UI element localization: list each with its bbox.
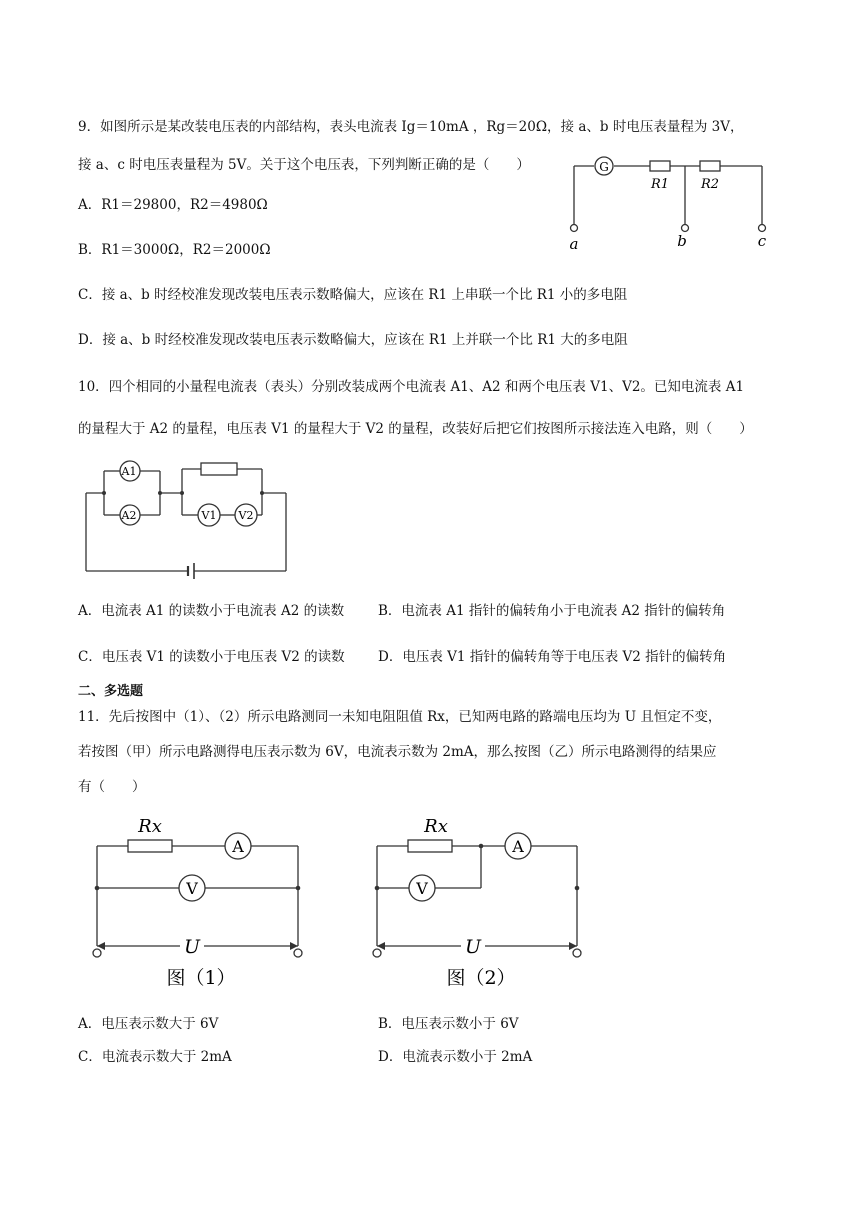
q10-option-b: B．电流表 A1 指针的偏转角小于电流表 A2 指针的偏转角 — [378, 603, 726, 619]
q9-option-c: C．接 a、b 时经校准发现改装电压表示数略偏大，应该在 R1 上串联一个比 R1 小的多电阻 — [78, 287, 628, 303]
q9-circuit-diagram — [560, 150, 780, 255]
q10-line-1: 10．四个相同的小量程电流表（表头）分别改装成两个电流表 A1、A2 和两个电压表 V1、V2。已知电流表 A1 — [78, 379, 745, 395]
q11-figure-1 — [88, 812, 313, 997]
terminal-b-label: b — [677, 232, 687, 250]
q9-line-1: 9．如图所示是某改装电压表的内部结构，表头电流表 Ig＝10mA ，Rg＝20Ω，接 a、b 时电压表量程为 3V， — [78, 119, 744, 135]
q9-option-a: A．R1＝29800，R2＝4980Ω — [78, 197, 268, 213]
rx-label: Rx — [138, 816, 162, 837]
u-label: U — [183, 936, 201, 958]
rx-resistor-symbol — [408, 840, 452, 852]
q10-option-d: D．电压表 V1 指针的偏转角等于电压表 V2 指针的偏转角 — [378, 649, 727, 665]
v1-label: V1 — [201, 509, 217, 522]
terminal-c-label: c — [757, 232, 767, 250]
q11-option-b: B．电压表示数小于 6V — [378, 1016, 519, 1032]
a1-label: A1 — [121, 465, 137, 478]
voltmeter-label: V — [186, 879, 198, 898]
ammeter-label: A — [232, 837, 244, 856]
q10-option-c: C．电压表 V1 的读数小于电压表 V2 的读数 — [78, 649, 345, 665]
r2-label: R2 — [700, 177, 720, 192]
q10-circuit-diagram — [80, 455, 310, 585]
terminal-a — [571, 225, 578, 232]
r2-resistor-symbol — [700, 161, 720, 171]
q11-figure-2 — [368, 812, 593, 997]
terminal-a-label: a — [569, 235, 579, 253]
q11-line-1: 11．先后按图中（1）、（2）所示电路测同一未知电阻阻值 Rx，已知两电路的路端电压均为 U 且恒定不变， — [78, 709, 722, 725]
q9-line-2: 接 a、c 时电压表量程为 5V。关于这个电压表，下列判断正确的是（ ） — [78, 157, 530, 173]
q10-option-a: A．电流表 A1 的读数小于电流表 A2 的读数 — [78, 603, 345, 619]
galvanometer-label: G — [599, 160, 609, 174]
ammeter-label: A — [512, 837, 524, 856]
u-label: U — [464, 936, 482, 958]
rx-resistor-symbol — [128, 840, 172, 852]
section-heading: 二、多选题 — [78, 684, 144, 699]
resistor-symbol — [201, 463, 237, 475]
q11-option-c: C．电流表示数大于 2mA — [78, 1049, 232, 1065]
q11-line-2: 若按图（甲）所示电路测得电压表示数为 6V，电流表示数为 2mA，那么按图（乙）所示电路测得的结果应 — [78, 744, 717, 760]
q9-option-b: B．R1＝3000Ω，R2＝2000Ω — [78, 242, 271, 258]
voltmeter-label: V — [416, 879, 428, 898]
figure-1-caption: 图（1） — [166, 967, 236, 989]
terminal-c — [759, 225, 766, 232]
q10-line-2: 的量程大于 A2 的量程，电压表 V1 的量程大于 V2 的量程，改装好后把它们按图所示接法连入电路，则（ ） — [78, 421, 753, 437]
figure-2-caption: 图（2） — [446, 967, 516, 989]
terminal-b — [682, 225, 689, 232]
r1-label: R1 — [650, 177, 670, 192]
q11-line-3: 有（ ） — [78, 779, 146, 795]
rx-label: Rx — [424, 816, 448, 837]
q11-option-d: D．电流表示数小于 2mA — [378, 1049, 533, 1065]
q9-option-d: D．接 a、b 时经校准发现改装电压表示数略偏大，应该在 R1 上并联一个比 R1 大的多电阻 — [78, 332, 628, 348]
v2-label: V2 — [238, 509, 254, 522]
q11-option-a: A．电压表示数大于 6V — [78, 1016, 219, 1032]
r1-resistor-symbol — [650, 161, 670, 171]
a2-label: A2 — [121, 509, 137, 522]
